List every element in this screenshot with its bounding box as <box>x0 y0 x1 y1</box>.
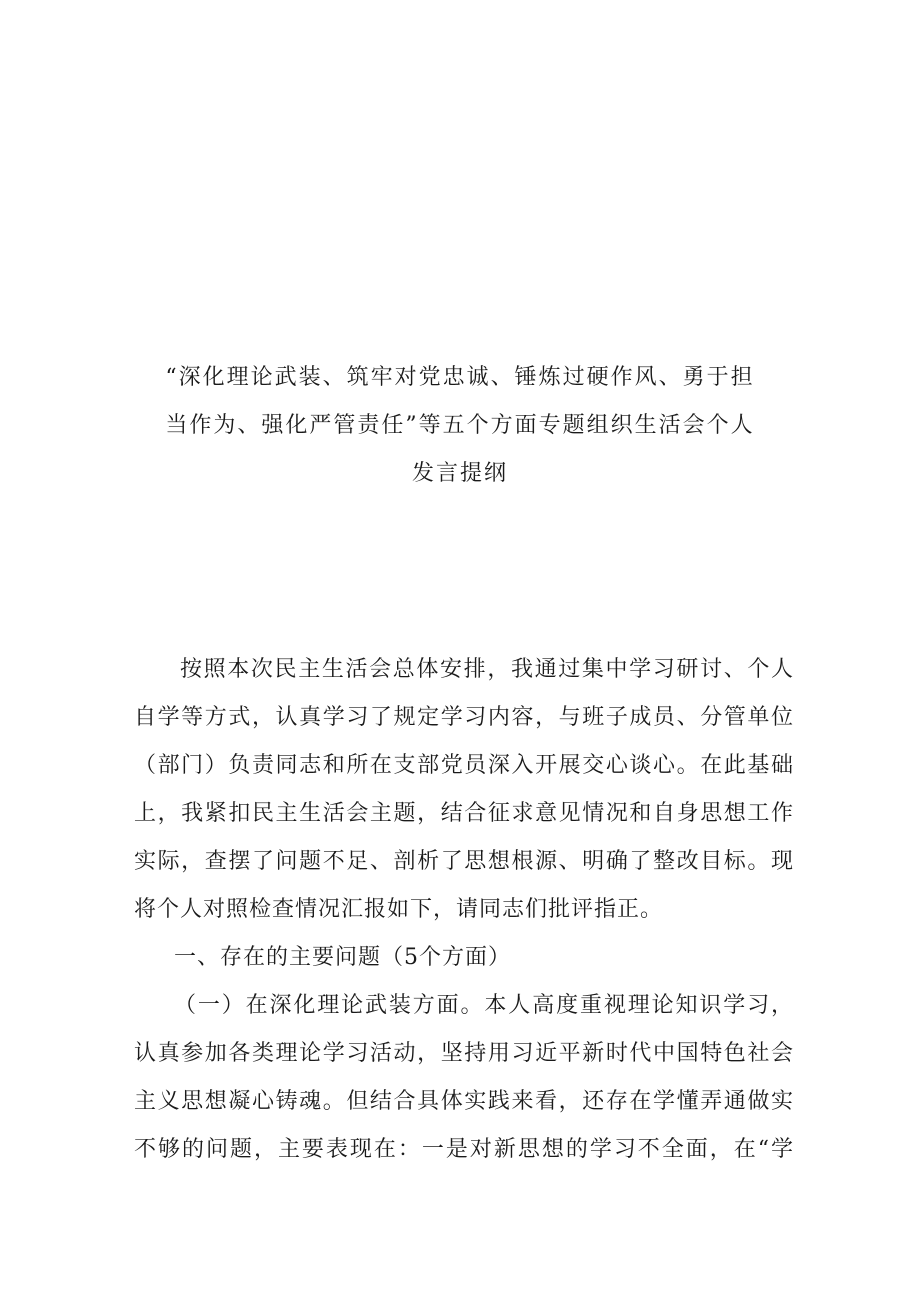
paragraph-line: （部门）负责同志和所在支部党员深入开展交心谈心。在此基础 <box>134 753 794 778</box>
paragraph-line: 按照本次民主生活会总体安排，我通过集中学习研讨、个人 <box>180 657 794 682</box>
title-line-3: 发言提纲 <box>411 461 508 486</box>
paragraph-line: （一）在深化理论武装方面。本人高度重视理论知识学习， <box>174 993 794 1018</box>
paragraph-line: 自学等方式，认真学习了规定学习内容，与班子成员、分管单位 <box>134 705 794 730</box>
title-line-2: 当作为、强化严管责任”等五个方面专题组织生活会个人 <box>165 413 755 438</box>
intro-paragraph <box>134 646 794 934</box>
section-paragraph <box>134 982 794 1174</box>
paragraph-line: 将个人对照检查情况汇报如下，请同志们批评指正。 <box>134 897 664 922</box>
title-line-1: “深化理论武装、筑牢对党忠诚、锤炼过硬作风、勇于担 <box>165 365 755 390</box>
paragraph-line: 实际，查摆了问题不足、剖析了思想根源、明确了整改目标。现 <box>134 849 794 874</box>
document-body <box>134 646 794 1174</box>
section-heading: 一、存在的主要问题（5个方面） <box>174 945 511 970</box>
paragraph-line: 不够的问题，主要表现在：一是对新思想的学习不全面，在“学 <box>134 1137 794 1162</box>
paragraph-line: 上，我紧扣民主生活会主题，结合征求意见情况和自身思想工作 <box>134 801 794 826</box>
document-title <box>110 354 810 498</box>
paragraph-line: 认真参加各类理论学习活动，坚持用习近平新时代中国特色社会 <box>134 1041 794 1066</box>
paragraph-line: 主义思想凝心铸魂。但结合具体实践来看，还存在学懂弄通做实 <box>134 1089 794 1114</box>
